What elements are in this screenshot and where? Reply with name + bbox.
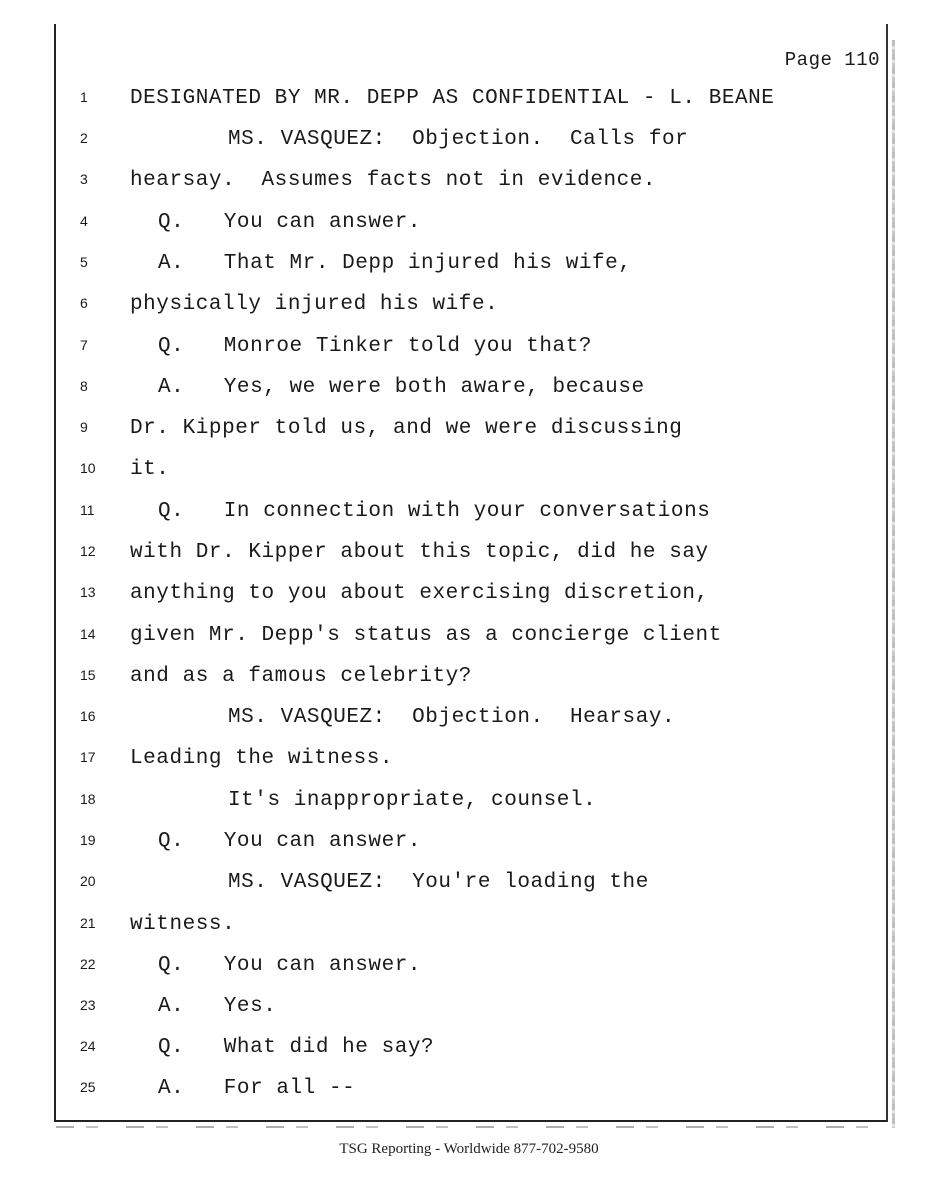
line-number: 9 [80, 419, 88, 435]
line-number: 2 [80, 130, 88, 146]
line-number: 11 [80, 502, 95, 518]
line-number: 17 [80, 749, 96, 765]
transcript-line [0, 624, 938, 665]
line-text: It's inappropriate, counsel. [228, 789, 597, 812]
line-text: Q. You can answer. [158, 830, 422, 853]
line-number: 20 [80, 873, 96, 889]
footer-reporter: TSG Reporting - Worldwide 877-702-9580 [339, 1141, 599, 1157]
line-number: 24 [80, 1038, 96, 1054]
line-text: A. For all -- [158, 1077, 356, 1100]
line-text: physically injured his wife. [130, 293, 499, 316]
transcript-line [0, 335, 938, 376]
line-text: DESIGNATED BY MR. DEPP AS CONFIDENTIAL - L. BEANE [130, 87, 775, 110]
line-text: Q. You can answer. [158, 211, 422, 234]
transcript-line [0, 211, 938, 252]
line-number: 3 [80, 171, 88, 187]
transcript-line [0, 252, 938, 293]
line-number: 13 [80, 584, 96, 600]
transcript-line [0, 871, 938, 912]
transcript-line [0, 458, 938, 499]
transcript-line [0, 376, 938, 417]
line-text: and as a famous celebrity? [130, 665, 472, 688]
line-number: 6 [80, 295, 88, 311]
line-text: A. Yes. [158, 995, 277, 1018]
transcript-line [0, 747, 938, 788]
line-text: given Mr. Depp's status as a concierge client [130, 624, 722, 647]
line-number: 21 [80, 915, 96, 931]
transcript-line [0, 417, 938, 458]
line-text: MS. VASQUEZ: You're loading the [228, 871, 649, 894]
line-text: hearsay. Assumes facts not in evidence. [130, 169, 657, 192]
line-text: A. That Mr. Depp injured his wife, [158, 252, 632, 275]
line-number: 12 [80, 543, 96, 559]
page-number: Page 110 [784, 49, 880, 71]
line-text: A. Yes, we were both aware, because [158, 376, 645, 399]
line-number: 10 [80, 460, 96, 476]
transcript-line [0, 830, 938, 871]
line-number: 16 [80, 708, 96, 724]
transcript-line [0, 1036, 938, 1077]
transcript-line [0, 87, 938, 128]
line-number: 8 [80, 378, 88, 394]
transcript-line [0, 995, 938, 1036]
line-text: Q. What did he say? [158, 1036, 435, 1059]
line-text: it. [130, 458, 170, 481]
transcript-line [0, 541, 938, 582]
line-number: 5 [80, 254, 88, 270]
transcript-line [0, 706, 938, 747]
scan-artifact-line [56, 1126, 894, 1128]
line-text: Q. In connection with your conversations [158, 500, 711, 523]
transcript-line [0, 582, 938, 623]
line-text: Q. You can answer. [158, 954, 422, 977]
line-text: witness. [130, 913, 236, 936]
line-number: 25 [80, 1079, 96, 1095]
line-number: 7 [80, 337, 88, 353]
line-text: MS. VASQUEZ: Objection. Hearsay. [228, 706, 676, 729]
transcript-line [0, 789, 938, 830]
line-text: Q. Monroe Tinker told you that? [158, 335, 593, 358]
line-number: 19 [80, 832, 96, 848]
line-text: with Dr. Kipper about this topic, did he say [130, 541, 709, 564]
line-number: 22 [80, 956, 96, 972]
line-number: 14 [80, 626, 96, 642]
transcript-line [0, 665, 938, 706]
line-text: Dr. Kipper told us, and we were discussing [130, 417, 683, 440]
line-text: MS. VASQUEZ: Objection. Calls for [228, 128, 689, 151]
transcript-line [0, 293, 938, 334]
transcript-line [0, 913, 938, 954]
line-number: 15 [80, 667, 96, 683]
transcript-line [0, 500, 938, 541]
line-number: 1 [80, 89, 88, 105]
line-number: 23 [80, 997, 96, 1013]
line-number: 18 [80, 791, 96, 807]
transcript-line [0, 169, 938, 210]
line-text: anything to you about exercising discretion, [130, 582, 709, 605]
line-number: 4 [80, 213, 88, 229]
transcript-line [0, 1077, 938, 1118]
transcript-line [0, 128, 938, 169]
transcript-line [0, 954, 938, 995]
line-text: Leading the witness. [130, 747, 394, 770]
